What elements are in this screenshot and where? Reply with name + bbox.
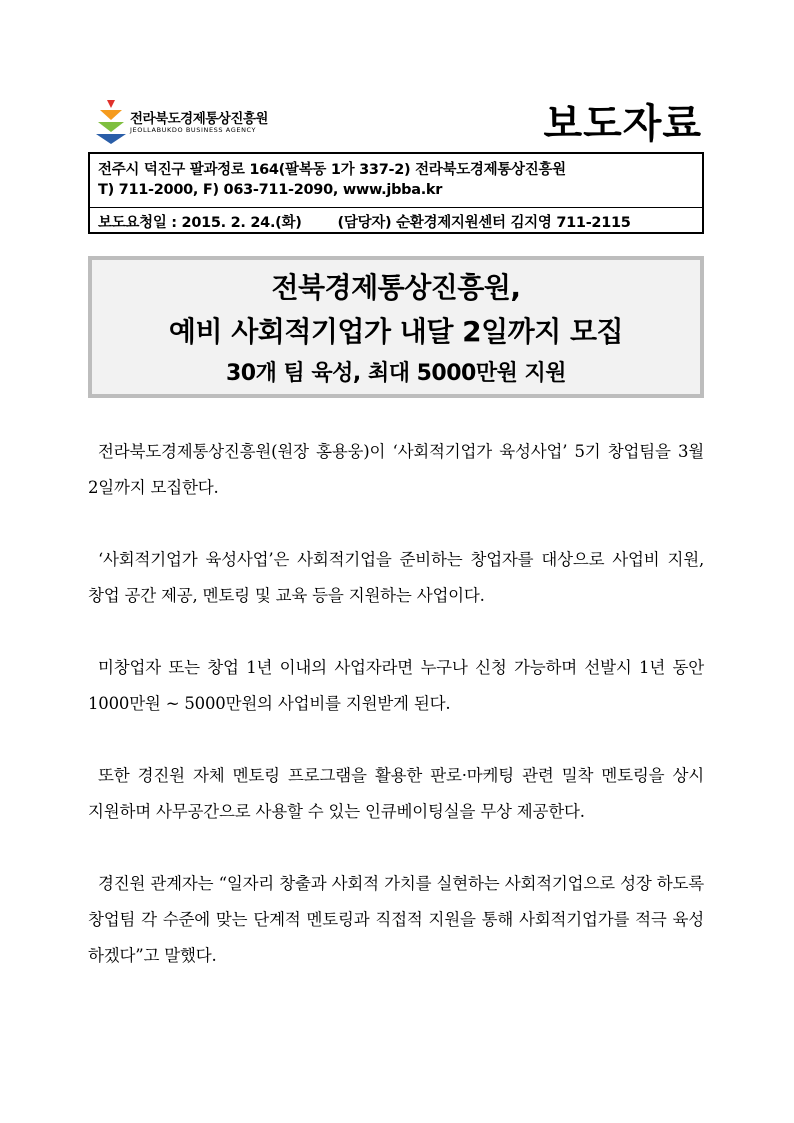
body-paragraph: 미창업자 또는 창업 1년 이내의 사업자라면 누구나 신청 가능하며 선발시 1년 동안 1000만원 ~ 5000만원의 사업비를 지원받게 된다. — [88, 658, 704, 713]
address-line: 전주시 덕진구 팔과정로 164(팔복동 1가 337-2) 전라북도경제통상진흥원 — [98, 162, 566, 178]
subheadline: 30개 팀 육성, 최대 5000만원 지원 — [225, 361, 567, 386]
org-name-korean: 전라북도경제통상진흥원 — [130, 111, 268, 127]
agency-logo — [96, 98, 296, 144]
request-date: 보도요청일 : 2015. 2. 24.(화) — [98, 215, 302, 231]
contact-person: (담당자) 순환경제지원센터 김지영 711-2115 — [337, 215, 631, 231]
org-name-english: JEOLLABUKDO BUSINESS AGENCY — [130, 126, 257, 134]
document-type-title: 보도자료 — [543, 101, 702, 147]
info-divider — [90, 207, 702, 208]
headline-box — [88, 256, 704, 398]
headline-line-2: 예비 사회적기업가 내달 2일까지 모집 — [168, 315, 624, 348]
body-paragraph: 경진원 관계자는 “일자리 창출과 사회적 가치를 실현하는 사회적기업으로 성장 하도록 창업팀 각 수준에 맞는 단계적 멘토링과 직접적 지원을 통해 사회적기업가를 적극 육성 하겠다”고 말했다. — [88, 874, 704, 965]
body-paragraph: ‘사회적기업가 육성사업’은 사회적기업을 준비하는 창업자를 대상으로 사업비 지원, 창업 공간 제공, 멘토링 및 교육 등을 지원하는 사업이다. — [88, 550, 704, 605]
body-paragraph: 전라북도경제통상진흥원(원장 홍용웅)이 ‘사회적기업가 육성사업’ 5기 창업팀을 3월 2일까지 모집한다. — [88, 442, 704, 497]
phone-line: T) 711-2000, F) 063-711-2090, www.jbba.kr — [98, 182, 443, 198]
headline-line-1: 전북경제통상진흥원, — [271, 271, 521, 304]
request-contact-line — [98, 211, 631, 232]
press-info-box — [88, 152, 704, 234]
article-body — [88, 434, 704, 1010]
body-paragraph: 또한 경진원 자체 멘토링 프로그램을 활용한 판로·마케팅 관련 밀착 멘토링을 상시 지원하며 사무공간으로 사용할 수 있는 인큐베이팅실을 무상 제공한다. — [88, 766, 704, 821]
agency-logo-icon — [96, 98, 126, 144]
